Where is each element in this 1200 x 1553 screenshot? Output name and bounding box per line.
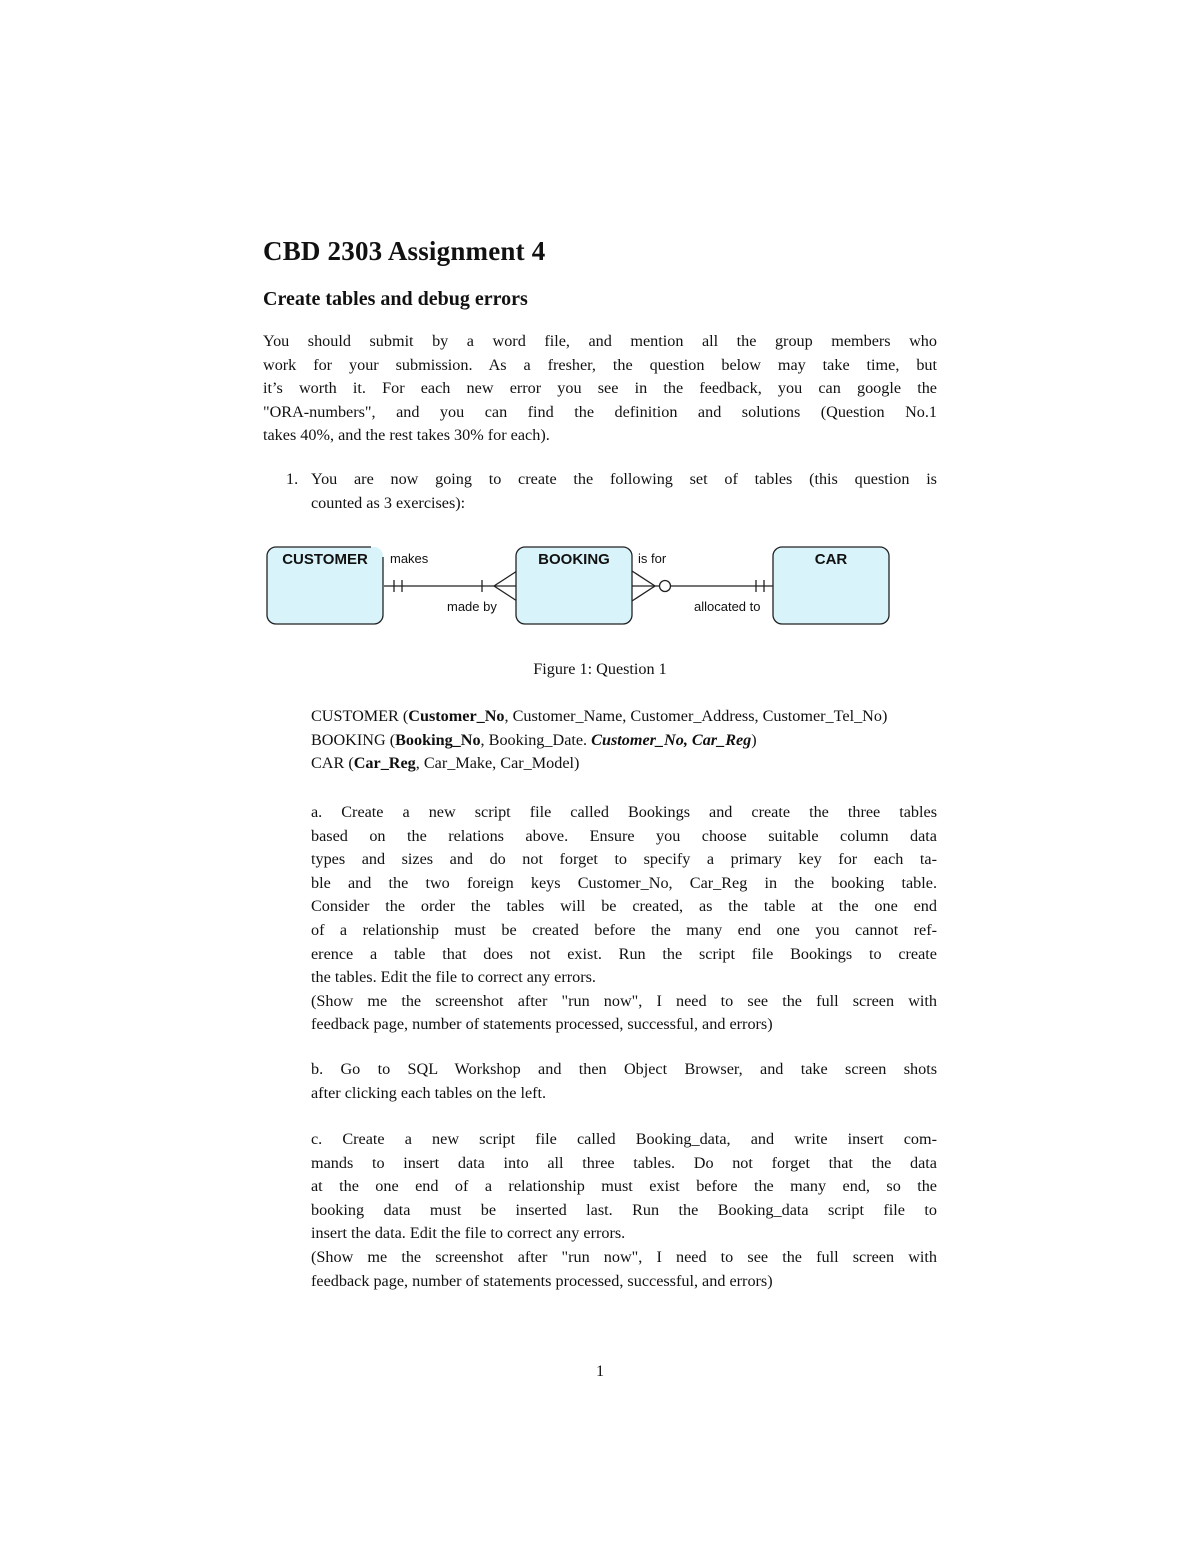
entity-car: [773, 547, 889, 624]
text-line: based on the relations above. Ensure you choose suitable column data: [311, 826, 937, 845]
entity-booking: [516, 547, 632, 624]
text-line: You are now going to create the following set of tables (this question is: [311, 470, 937, 488]
text-line: ble and the two foreign keys Customer_No, Car_Reg in the booking table.: [311, 873, 937, 892]
text-line: the tables. Edit the file to correct any errors.: [311, 968, 596, 987]
text-line: (Show me the screenshot after "run now", I need to see the full screen with: [311, 1247, 937, 1266]
label-makes: makes: [390, 551, 429, 566]
relation-car: CAR (Car_Reg, Car_Make, Car_Model): [311, 754, 580, 773]
text-line: feedback page, number of statements processed, successful, and errors): [311, 1271, 773, 1290]
entity-customer: [267, 547, 383, 624]
relation-name: BOOKING: [311, 730, 386, 749]
relation-name: CUSTOMER: [311, 707, 399, 725]
text-line: Consider the order the tables will be created, as the table at the one end: [311, 897, 937, 916]
page-number: 1: [595, 1362, 605, 1380]
entity-label: CUSTOMER: [282, 551, 368, 568]
primary-key: Customer_No: [408, 707, 505, 725]
text-line: You should submit by a word file, and mention all the group members who: [263, 332, 937, 350]
relation-attributes: , Car_Make, Car_Model): [415, 754, 580, 773]
relation-customer: CUSTOMER (Customer_No, Customer_Name, Customer_Address, Customer_Tel_No): [311, 707, 888, 725]
text-line: work for your submission. As a fresher, the question below may take time, but: [263, 355, 937, 374]
foreign-key: Customer_No: [591, 730, 684, 749]
figure-caption: Figure 1: Question 1: [533, 660, 667, 678]
text-line: it’s worth it. For each new error you see in the feedback, you can google the: [263, 379, 937, 398]
text-line: after clicking each tables on the left.: [311, 1083, 547, 1102]
label-is-for: is for: [638, 551, 667, 566]
text-line: of a relationship must be created before the many end one you cannot ref-: [311, 920, 937, 939]
text-line: feedback page, number of statements processed, successful, and errors): [311, 1015, 773, 1034]
label-made-by: made by: [447, 599, 497, 614]
foreign-key: Car_Reg: [691, 730, 752, 749]
text-line: c. Create a new script file called Booking_data, and write insert com-: [311, 1130, 937, 1148]
text-line: "ORA-numbers", and you can find the definition and solutions (Question No.1: [263, 402, 937, 421]
text-line: booking data must be inserted last. Run the Booking_data script file to: [311, 1200, 937, 1219]
text-line: at the one end of a relationship must exist before the many end, so the: [311, 1177, 937, 1196]
text-line: a. Create a new script file called Bookings and create the three tables: [311, 803, 937, 821]
foreign-key-separator: ,: [683, 730, 692, 749]
part-a-paragraph: [311, 801, 937, 1037]
text-line: (Show me the screenshot after "run now", I need to see the full screen with: [311, 991, 937, 1010]
text-line: counted as 3 exercises):: [311, 493, 466, 512]
text-line: types and sizes and do not forget to specify a primary key for each ta-: [311, 850, 937, 869]
entity-label: CAR: [814, 551, 848, 568]
er-diagram: [262, 540, 902, 635]
relation-attributes: , Customer_Name, Customer_Address, Customer_Tel_No): [504, 707, 888, 725]
primary-key: Car_Reg: [353, 754, 416, 773]
part-c-paragraph: [311, 1128, 937, 1293]
relation-attributes: , Booking_Date.: [480, 730, 592, 749]
page-title: CBD 2303 Assignment 4: [263, 236, 546, 266]
text-line: insert the data. Edit the file to correct any errors.: [311, 1224, 626, 1243]
text-line: takes 40%, and the rest takes 30% for each).: [263, 426, 550, 445]
part-b-paragraph: [311, 1058, 937, 1105]
relations-list: [311, 705, 887, 776]
zero-circle-icon: [660, 581, 671, 592]
text-line: erence a table that does not exist. Run the script file Bookings to create: [311, 944, 937, 963]
question-number: 1.: [286, 470, 299, 488]
relation-booking: BOOKING (Booking_No, Booking_Date. Customer_No, Car_Reg): [311, 730, 757, 749]
section-title: Create tables and debug errors: [263, 288, 528, 310]
intro-paragraph: [263, 330, 937, 448]
text-line: mands to insert data into all three tables. Do not forget that the data: [311, 1153, 937, 1172]
primary-key: Booking_No: [395, 730, 481, 749]
relation-name: CAR: [311, 754, 345, 773]
relation-close: ): [751, 730, 757, 749]
label-allocated-to: allocated to: [694, 599, 761, 614]
question-1-text: [311, 468, 937, 515]
entity-label: BOOKING: [538, 551, 610, 568]
text-line: b. Go to SQL Workshop and then Object Browser, and take screen shots: [311, 1060, 937, 1078]
